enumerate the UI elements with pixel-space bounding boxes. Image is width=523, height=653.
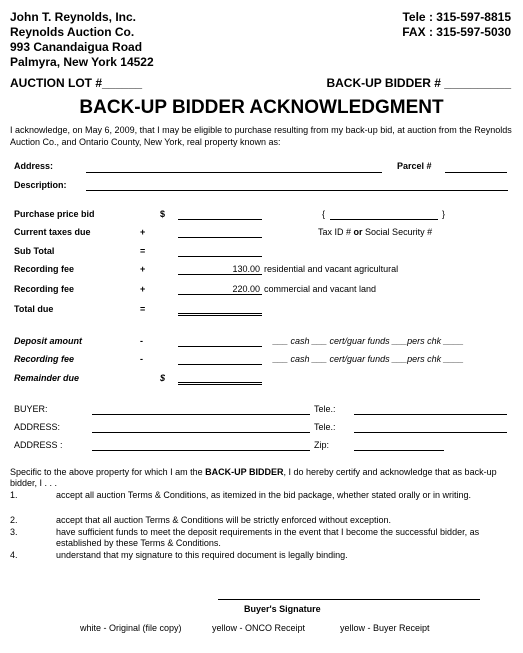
buyer-tele-field-2[interactable] [354,432,507,433]
property-address-field[interactable] [86,172,382,173]
brace-open: { [322,209,326,219]
address2-label: ADDRESS : [14,440,63,450]
total-due-label: Total due [14,304,54,314]
remainder-due-field[interactable] [178,382,262,385]
signature-label: Buyer's Signature [244,604,321,614]
fax-number: FAX : 315-597-5030 [402,25,511,39]
zip-label: Zip: [314,440,330,450]
subtotal-field[interactable] [178,256,262,257]
brace-close: } [442,209,446,219]
equals-sign: = [140,246,146,256]
dollar-sign: $ [160,209,166,219]
subtotal-label: Sub Total [14,246,55,256]
deposit-recording-fee-field[interactable] [178,364,262,365]
plus-sign: + [140,264,146,274]
list-item-number: 3. [10,527,18,537]
list-item: accept that all auction Terms & Conditions will be strictly enforced without exception. [56,515,391,525]
recording-fee-residential-amount: 130.00 [232,264,260,274]
purchase-price-field[interactable] [178,219,262,220]
deposit-payment-options[interactable]: ___ cash ___ cert/guar funds ___pers chk ____ [273,336,464,346]
buyer-address2-field[interactable] [92,450,310,451]
buyer-tele-field-1[interactable] [354,414,507,415]
recording-fee-commercial-amount: 220.00 [232,284,260,294]
copy-distribution-buyer: yellow - Buyer Receipt [340,623,430,633]
buyer-signature-field[interactable] [218,599,480,600]
company-name: John T. Reynolds, Inc. [10,10,137,24]
tax-id-label: Tax ID # [318,227,352,237]
buyer-label: BUYER: [14,404,48,414]
intro-paragraph: I acknowledge, on May 6, 2009, that I may be eligible to purchase resulting from my back-up bid, at auction from the Reynolds Auction Co., and Ontario County, New York, real property known as: [10,125,512,147]
recording-fee-label: Recording fee [14,284,75,294]
remainder-due-label: Remainder due [14,373,80,383]
recording-payment-options[interactable]: ___ cash ___ cert/guar funds ___pers chk ____ [273,354,464,364]
ssn-label: Social Security # [365,227,433,237]
tele-label: Tele.: [314,404,336,414]
purchase-price-label: Purchase price bid [14,209,95,219]
equals-sign: = [140,304,146,314]
tax-id-field[interactable] [330,219,438,220]
minus-sign: - [140,336,143,346]
phone-number: Tele : 315-597-8815 [402,10,511,24]
recording-fee-residential-note: residential and vacant agricultural [264,264,399,274]
copy-distribution-onco: yellow - ONCO Receipt [212,623,306,633]
address-label: ADDRESS: [14,422,61,432]
deposit-amount-field[interactable] [178,346,262,347]
recording-fee-commercial-field[interactable] [178,294,262,295]
page-title: BACK-UP BIDDER ACKNOWLEDGMENT [79,97,444,118]
list-item: accept all auction Terms & Conditions, as itemized in the bid package, whether stated orally or in writing. [56,490,472,500]
deposit-recording-fee-label: Recording fee [14,354,75,364]
dollar-sign: $ [160,373,166,383]
plus-sign: + [140,284,146,294]
parcel-number-field[interactable] [445,172,507,173]
total-due-field[interactable] [178,313,262,316]
recording-fee-residential-field[interactable] [178,274,262,275]
list-item: understand that my signature to this required document is legally binding. [56,550,348,560]
company-city: Palmyra, New York 14522 [10,55,154,69]
company-street: 993 Canandaigua Road [10,40,143,54]
buyer-name-field[interactable] [92,414,310,415]
copy-distribution-original: white - Original (file copy) [80,623,182,633]
recording-fee-commercial-note: commercial and vacant land [264,284,377,294]
plus-sign: + [140,227,146,237]
address-label: Address: [14,161,54,171]
list-item-number: 1. [10,490,18,500]
current-taxes-field[interactable] [178,237,262,238]
tax-id-or: or [353,227,363,237]
recording-fee-label: Recording fee [14,264,75,274]
property-description-field[interactable] [86,190,508,191]
company-dba: Reynolds Auction Co. [10,25,135,39]
description-label: Description: [14,180,67,190]
list-item: have sufficient funds to meet the deposit requirements in the event that I become the successful bidder, as established by these Terms & Conditions. [56,527,480,548]
tele-label: Tele.: [314,422,336,432]
parcel-label: Parcel # [397,161,432,171]
list-item-number: 4. [10,550,18,560]
deposit-amount-label: Deposit amount [14,336,83,346]
buyer-address-field[interactable] [92,432,310,433]
minus-sign: - [140,354,143,364]
buyer-zip-field[interactable] [354,450,444,451]
list-item-number: 2. [10,515,18,525]
auction-lot-field[interactable]: AUCTION LOT #______ [10,76,143,90]
certification-paragraph: Specific to the above property for which I am the BACK-UP BIDDER, I do hereby certify and acknowledge that as back-up bidder, I . . . [10,467,497,488]
current-taxes-label: Current taxes due [14,227,91,237]
backup-bidder-number-field[interactable]: BACK-UP BIDDER # __________ [326,76,511,90]
